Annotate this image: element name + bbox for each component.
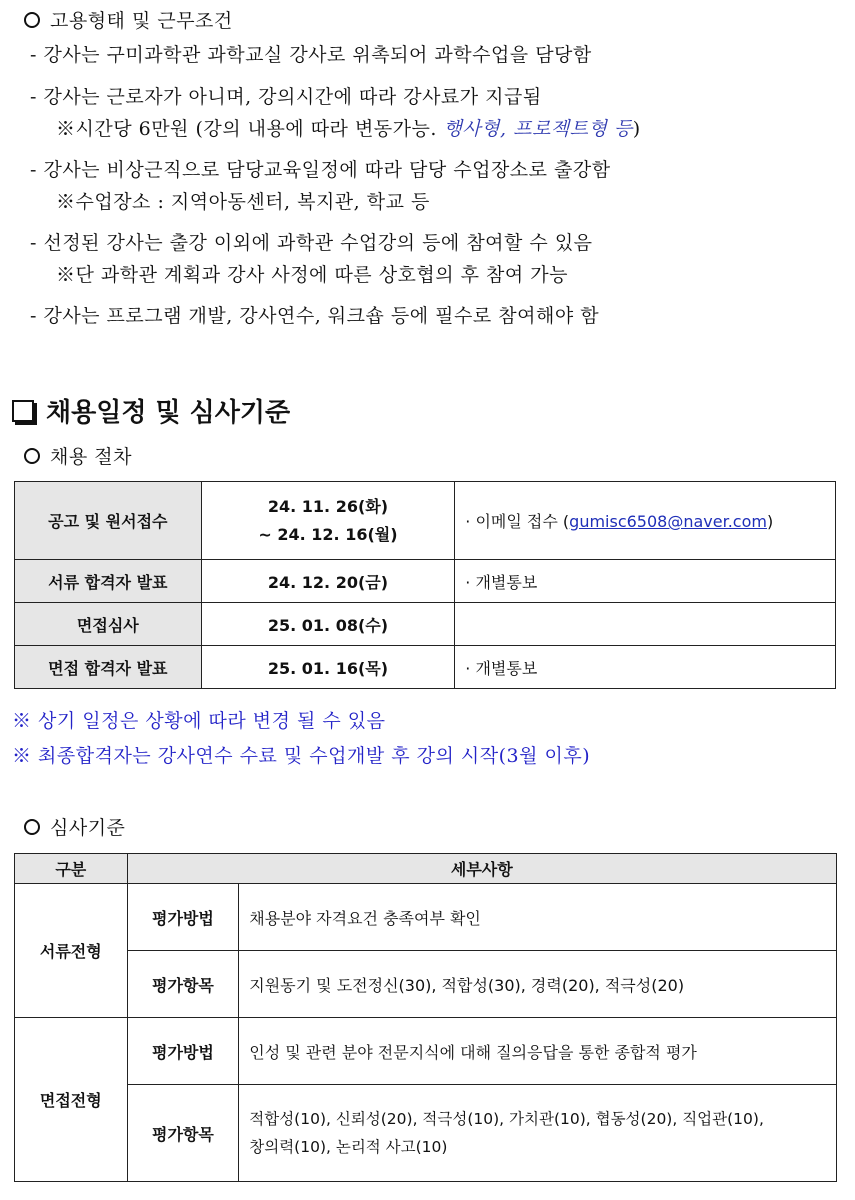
note-cell: · 개별통보 (455, 560, 836, 603)
table-row (15, 603, 836, 646)
employment-heading: 고용형태 및 근무조건 (24, 6, 233, 33)
stage-cell: 서류 합격자 발표 (15, 560, 202, 603)
category-cell: 면접전형 (15, 1018, 128, 1182)
date-cell: 24. 12. 20(금) (201, 560, 455, 603)
date-cell: 25. 01. 16(목) (201, 646, 455, 689)
note-cell: · 개별통보 (455, 646, 836, 689)
employment-item: - 강사는 비상근직으로 담당교육일정에 따라 담당 수업장소로 출강함 (30, 159, 611, 181)
value-cell: 적합성(10), 신뢰성(20), 적극성(10), 가치관(10), 협동성(20), 직업관(10), 창의력(10), 논리적 사고(10) (239, 1085, 837, 1182)
table-row (15, 884, 837, 951)
procedure-heading: 채용 절차 (24, 442, 132, 469)
table-header-row (15, 854, 837, 884)
criteria-table (14, 853, 837, 1182)
label-cell: 평가항목 (127, 951, 239, 1018)
table-row (15, 482, 836, 560)
value-cell: 인성 및 관련 분야 전문지식에 대해 질의응답을 통한 종합적 평가 (239, 1018, 837, 1085)
label-cell: 평가항목 (127, 1085, 239, 1182)
employment-item: - 강사는 프로그램 개발, 강사연수, 워크숍 등에 필수로 참여해야 함 (30, 305, 600, 327)
table-row (15, 951, 837, 1018)
consult-note: ※단 과학관 계획과 강사 사정에 따른 상호협의 후 참여 가능 (56, 264, 568, 286)
procedure-table (14, 481, 836, 689)
stage-cell: 면접심사 (15, 603, 202, 646)
value-cell: 채용분야 자격요건 충족여부 확인 (239, 884, 837, 951)
circle-bullet-icon (24, 12, 40, 28)
value-cell: 지원동기 및 도전정신(30), 적합성(30), 경력(20), 적극성(20) (239, 951, 837, 1018)
circle-bullet-icon (24, 448, 40, 464)
date-cell: 25. 01. 08(수) (201, 603, 455, 646)
stage-cell: 면접 합격자 발표 (15, 646, 202, 689)
circle-bullet-icon (24, 819, 40, 835)
note-cell (455, 603, 836, 646)
date-cell: 24. 11. 26(화) ~ 24. 12. 16(월) (201, 482, 455, 560)
table-row (15, 646, 836, 689)
label-cell: 평가방법 (127, 884, 239, 951)
employment-item: - 강사는 구미과학관 과학교실 강사로 위촉되어 과학수업을 담당함 (30, 44, 592, 66)
criteria-heading: 심사기준 (24, 813, 125, 840)
category-header: 구분 (15, 854, 128, 884)
employment-item: - 선정된 강사는 출강 이외에 과학관 수업강의 등에 참여할 수 있음 (30, 232, 593, 254)
email-link[interactable]: gumisc6508@naver.com (569, 512, 767, 531)
schedule-note: ※ 최종합격자는 강사연수 수료 및 수업개발 후 강의 시작(3월 이후) (12, 745, 591, 767)
place-note: ※수업장소 : 지역아동센터, 복지관, 학교 등 (56, 191, 430, 213)
category-cell: 서류전형 (15, 884, 128, 1018)
stage-cell: 공고 및 원서접수 (15, 482, 202, 560)
employment-item: - 강사는 근로자가 아니며, 강의시간에 따라 강사료가 지급됨 (30, 86, 542, 108)
table-row (15, 1018, 837, 1085)
table-row (15, 1085, 837, 1182)
note-cell: · 이메일 접수 (gumisc6508@naver.com) (455, 482, 836, 560)
table-row (15, 560, 836, 603)
label-cell: 평가방법 (127, 1018, 239, 1085)
schedule-note: ※ 상기 일정은 상황에 따라 변경 될 수 있음 (12, 710, 386, 732)
checkbox-square-icon (12, 400, 34, 422)
detail-header: 세부사항 (127, 854, 836, 884)
pay-note: ※시간당 6만원 (강의 내용에 따라 변동가능. 행사형, 프로젝트형 등) (56, 118, 641, 140)
section-title: 채용일정 및 심사기준 (12, 392, 290, 429)
